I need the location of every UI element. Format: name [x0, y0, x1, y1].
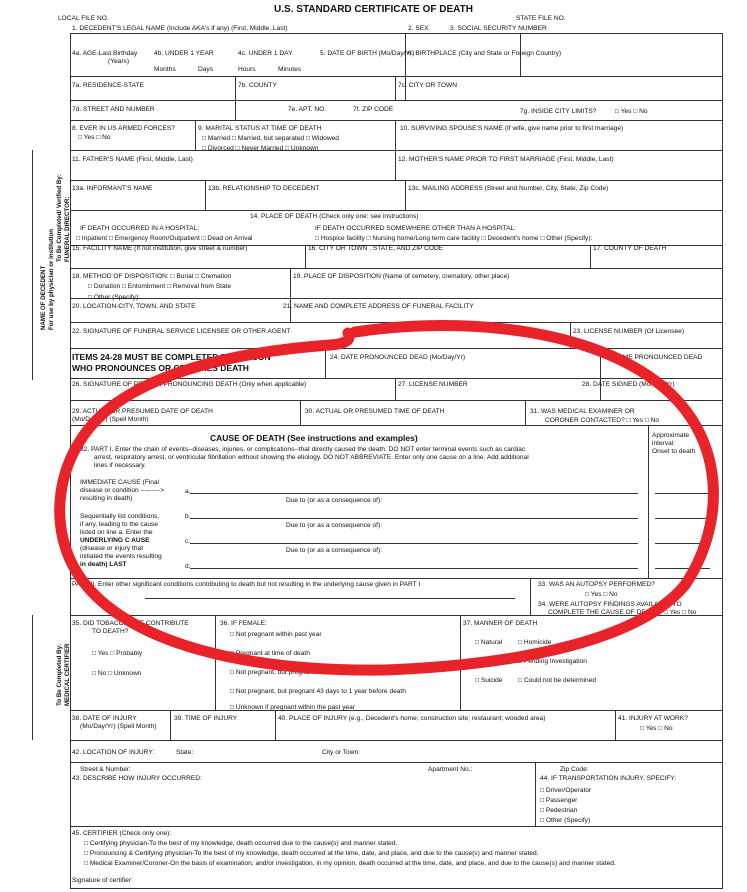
line-b-label[interactable]: b.: [185, 513, 191, 520]
label-underlying-cause: UNDERLYING C AUSE: [80, 537, 150, 544]
side-label-funeral-sub: FUNERAL DIRECTOR:: [64, 196, 71, 262]
checkbox-autopsy[interactable]: □ Yes □ No: [585, 591, 618, 598]
label-other-than-hospital: IF DEATH OCCURRED SOMEWHERE OTHER THAN A HOSPITAL:: [315, 225, 517, 232]
checkbox-pregnant-42-days[interactable]: □ Not pregnant, but pregnant within 42 days of death: [230, 669, 384, 676]
field-33-autopsy: 33. WAS AN AUTOPSY PERFORMED?: [538, 581, 655, 588]
field-36-if-female: 36. IF FEMALE:: [220, 620, 267, 627]
checkbox-accident[interactable]: □ Accident: [475, 658, 506, 665]
checkbox-not-pregnant[interactable]: □ Not pregnant within past year: [230, 631, 322, 638]
field-42-state[interactable]: State:: [176, 749, 194, 756]
part1-instruction-1: 32. PART I. Enter the chain of events--diseases, injuries, or complications--that directly caused the death. DO NOT enter terminal events such as cardiac: [80, 446, 526, 453]
field-31-medical-examiner: 31. WAS MEDICAL EXAMINER OR: [530, 408, 635, 415]
field-29-date-of-death[interactable]: 29. ACTUAL OR PRESUMED DATE OF DEATH: [72, 408, 213, 415]
field-8-armed-forces: 8. EVER IN US ARMED FORCES?: [72, 125, 175, 132]
field-street-number[interactable]: Street & Number:: [80, 766, 131, 773]
checkbox-certifying-physician[interactable]: □ Certifying physician-To the best of my knowledge, death occurred due to the cause(s) and manner stated.: [84, 840, 398, 847]
field-3-ssn[interactable]: 3. SOCIAL SECURITY NUMBER: [450, 25, 547, 32]
field-42-city[interactable]: City or Town:: [322, 749, 360, 756]
checkbox-other-transport[interactable]: □ Other (Specify): [540, 817, 591, 824]
due-to-3: Due to (or as a consequence of):: [286, 547, 383, 554]
items-24-28-heading-2: WHO PRONOUNCES OR CERTIFIES DEATH: [72, 363, 249, 373]
line-d-label[interactable]: d.: [185, 563, 191, 570]
checkbox-other-options[interactable]: □ Hospice facility □ Nursing home/Long term care facility □ Decedent's home □ Other (Specify):: [315, 235, 593, 242]
field-24-date-pronounced[interactable]: 24. DATE PRONOUNCED DEAD (Mo/Day/Yr): [330, 354, 466, 361]
label-interval: interval:: [652, 440, 676, 447]
checkbox-pregnant-at-death[interactable]: □ Pregnant at time of death: [230, 650, 310, 657]
field-35-tobacco: 35. DID TOBACCO USE CONTRIBUTE: [72, 620, 189, 627]
field-44-transportation: 44. IF TRANSPORTATION INJURY, SPECIFY:: [540, 775, 677, 782]
field-zip[interactable]: Zip Code:: [560, 766, 589, 773]
checkbox-disposition-2[interactable]: □ Donation □ Entombment □ Removal from State: [88, 283, 232, 290]
field-1-legal-name[interactable]: 1. DECEDENT'S LEGAL NAME (Include AKA's if any) (First, Middle, Last): [72, 25, 288, 32]
due-to-1: Due to (or as a consequence of):: [286, 497, 383, 504]
label-immediate-cause: IMMEDIATE CAUSE (Final: [80, 479, 160, 486]
field-26-signature-pronouncing[interactable]: 26. SIGNATURE OF PERSON PRONOUNCING DEATH (Only when applicable): [72, 381, 307, 388]
field-27-license[interactable]: 27. LICENSE NUMBER: [398, 381, 468, 388]
side-label-decedent-sub: For use by physician or institution: [48, 228, 55, 330]
label-sequential-1: Sequentially list conditions,: [80, 513, 160, 520]
field-10-spouse[interactable]: 10. SURVIVING SPOUSE'S NAME (If wife, give name prior to first marriage): [400, 125, 624, 132]
field-12-mother[interactable]: 12. MOTHER'S NAME PRIOR TO FIRST MARRIAGE (First, Middle, Last): [398, 156, 614, 163]
field-13b-relationship[interactable]: 13b. RELATIONSHIP TO DECEDENT: [208, 185, 320, 192]
checkbox-medical-examiner[interactable]: □ Medical Examiner/Coroner-On the basis of examination, and/or investigation, in my opinion, death occurred at the time, date, and place, and due to the cause(s) and manner stated.: [84, 860, 616, 867]
field-2-sex[interactable]: 2. SEX: [408, 25, 429, 32]
label-sequential-6: initiated the events resulting: [80, 553, 162, 560]
label-onset-to-death: Onset to death: [652, 448, 696, 455]
field-7b-county[interactable]: 7b. COUNTY: [238, 82, 277, 89]
part1-instruction-2: arrest, respiratory arrest, or ventricular fibrillation without showing the etiology. DO NOT ABBREVIATE. Enter only one cause on a line. Add additional: [94, 454, 529, 461]
field-20-location[interactable]: 20. LOCATION-CITY, TOWN, AND STATE: [72, 303, 196, 310]
checkbox-pedestrian[interactable]: □ Pedestrian: [540, 807, 578, 814]
field-7f-zip[interactable]: 7f. ZIP CODE: [353, 106, 394, 113]
checkbox-undetermined[interactable]: □ Could not be determined: [518, 677, 597, 684]
field-22-signature[interactable]: 22. SIGNATURE OF FUNERAL SERVICE LICENSEE OR OTHER AGENT: [72, 328, 291, 335]
checkbox-autopsy-findings[interactable]: COMPLETE THE CAUSE OF DEATH? □ Yes □ No: [548, 609, 697, 616]
field-42-location-of-injury: 42. LOCATION OF INJURY:: [72, 749, 155, 756]
label-29-format: (Mo/Day/Yr) (Spell Month): [72, 416, 149, 423]
field-40-place-of-injury[interactable]: 40. PLACE OF INJURY (e.g., Decedent's home; construction site; restaurant; wooded area): [278, 715, 546, 722]
side-label-certifier: To Be Completed By:: [56, 643, 63, 706]
part1-instruction-3: lines if necessary.: [94, 462, 146, 469]
field-7g-inside-city: 7g. INSIDE CITY LIMITS?: [520, 108, 597, 115]
due-to-2: Due to (or as a consequence of):: [286, 522, 383, 529]
field-9-marital-status: 9. MARITAL STATUS AT TIME OF DEATH: [198, 125, 322, 132]
checkbox-pregnant-unknown[interactable]: □ Unknown if pregnant within the past year: [230, 704, 355, 711]
field-34-autopsy-findings: 34. WERE AUTOPSY FINDINGS AVAILABLE TO: [538, 601, 682, 608]
label-hours: Hours: [238, 66, 256, 73]
part2-instruction[interactable]: PART II. Enter other significant conditions contributing to death but not resulting in the underlying cause given in PART I: [72, 581, 421, 588]
field-4a-years: (Years): [108, 58, 130, 65]
field-4b-under-1-year[interactable]: 4b. UNDER 1 YEAR: [154, 50, 214, 57]
label-months: Months: [154, 66, 176, 73]
field-41-injury-at-work: 41. INJURY AT WORK?: [618, 715, 688, 722]
line-a-label[interactable]: a.: [185, 488, 191, 495]
label-sequential-7: in death) LAST: [80, 561, 127, 568]
label-35-to-death: TO DEATH?: [92, 628, 129, 635]
field-13a-informant[interactable]: 13a. INFORMANT'S NAME: [72, 185, 153, 192]
field-43-how-injury[interactable]: 43. DESCRIBE HOW INJURY OCCURRED:: [72, 775, 202, 782]
field-28-date-signed[interactable]: 28. DATE SIGNED (Mo/Day/Yr): [582, 381, 675, 388]
label-days: Days: [198, 66, 214, 73]
label-hospital: IF DEATH OCCURRED IN A HOSPITAL:: [80, 225, 200, 232]
checkbox-driver[interactable]: □ Driver/Operator: [540, 787, 592, 794]
field-7e-apt[interactable]: 7e. APT. NO.: [288, 106, 327, 113]
field-39-time-of-injury[interactable]: 39. TIME OF INJURY: [174, 715, 238, 722]
items-24-28-heading: ITEMS 24-28 MUST BE COMPLETED BY PERSON: [72, 352, 271, 362]
field-14-place-of-death: 14. PLACE OF DEATH (Check only one: see instructions): [250, 213, 419, 220]
field-21-funeral-facility[interactable]: 21. NAME AND COMPLETE ADDRESS OF FUNERAL FACILITY: [283, 303, 474, 310]
field-signature-certifier[interactable]: Signature of certifier:: [72, 877, 133, 884]
field-apartment[interactable]: Apartment No.:: [428, 766, 473, 773]
checkbox-disposition-other[interactable]: □ Other (Specify):: [88, 294, 140, 301]
field-15-facility[interactable]: 15. FACILITY NAME (If not institution, give street & number): [72, 245, 248, 252]
label-sequential-5: (disease or injury that: [80, 545, 144, 552]
field-30-time-of-death[interactable]: 30. ACTUAL OR PRESUMED TIME OF DEATH: [305, 408, 445, 415]
label-minutes: Minutes: [278, 66, 302, 73]
checkbox-marital-1[interactable]: □ Married □ Married, but separated □ Widowed: [202, 135, 339, 142]
label-immediate-cause-3: resulting in death): [80, 495, 133, 502]
label-sequential-3: listed on line a. Enter the: [80, 529, 153, 536]
checkbox-natural[interactable]: □ Natural: [475, 639, 503, 646]
field-7d-street[interactable]: 7d. STREET AND NUMBER: [72, 106, 155, 113]
checkbox-pregnant-43-days[interactable]: □ Not pregnant, but pregnant 43 days to 1 year before death: [230, 688, 406, 695]
checkbox-coroner-contacted[interactable]: CORONER CONTACTED? □ Yes □ No: [545, 417, 660, 424]
checkbox-passenger[interactable]: □ Passenger: [540, 797, 578, 804]
field-4a-age[interactable]: 4a. AGE-Last Birthday: [72, 50, 138, 57]
checkbox-hospital-options[interactable]: □ Inpatient □ Emergency Room/Outpatient □ Dead on Arrival: [76, 235, 253, 242]
checkbox-homicide[interactable]: □ Homicide: [518, 639, 552, 646]
field-7a-state[interactable]: 7a. RESIDENCE-STATE: [72, 82, 144, 89]
field-4c-under-1-day[interactable]: 4c. UNDER 1 DAY: [238, 50, 293, 57]
form-title: U.S. STANDARD CERTIFICATE OF DEATH: [274, 4, 473, 15]
field-25-time-pronounced[interactable]: 25. TIME PRONOUNCED DEAD: [606, 354, 703, 361]
field-7c-city[interactable]: 7c. CITY OR TOWN: [398, 82, 457, 89]
checkbox-inside-city[interactable]: □ Yes □ No: [615, 108, 648, 115]
field-5-dob[interactable]: 5. DATE OF BIRTH (Mo/Day/Yr): [320, 50, 415, 57]
line-c-label[interactable]: c.: [185, 538, 191, 545]
field-6-birthplace[interactable]: 6. BIRTHPLACE (City and State or Foreign Country): [408, 50, 562, 57]
field-19-place-of-disposition[interactable]: 19. PLACE OF DISPOSITION (Name of cemetery, crematory, other place): [293, 273, 510, 280]
checkbox-suicide[interactable]: □ Suicide: [475, 677, 503, 684]
checkbox-tobacco-yes[interactable]: □ Yes □ Probably: [92, 650, 143, 657]
side-label-funeral: To Be Completed/ Verified By:: [56, 174, 63, 262]
local-file-no: LOCAL FILE NO.: [58, 15, 109, 22]
field-11-father[interactable]: 11. FATHER'S NAME (First, Middle, Last): [72, 156, 193, 163]
side-label-certifier-sub: MEDICAL CERTIFIER: [64, 643, 71, 706]
label-immediate-cause-2: disease or condition --------->: [80, 487, 165, 494]
side-label-decedent: NAME OF DECEDENT: [40, 265, 47, 330]
field-13c-mailing[interactable]: 13c. MAILING ADDRESS (Street and Number, City, State, Zip Code): [408, 185, 609, 192]
checkbox-injury-at-work[interactable]: □ Yes □ No: [640, 725, 673, 732]
checkbox-pending[interactable]: □ Pending Investigation: [518, 658, 587, 665]
cause-of-death-heading: CAUSE OF DEATH (See instructions and examples): [210, 433, 418, 443]
state-file-no: STATE FILE NO.: [516, 15, 566, 22]
field-17-county[interactable]: 17. COUNTY OF DEATH: [593, 245, 667, 252]
field-37-manner: 37. MANNER OF DEATH: [463, 620, 538, 627]
field-38-date-of-injury[interactable]: 38. DATE OF INJURY: [72, 715, 137, 722]
field-18-disposition[interactable]: 18. METHOD OF DISPOSITION: □ Burial □ Cremation: [72, 273, 232, 280]
label-sequential-2: if any, leading to the cause: [80, 521, 158, 528]
checkbox-marital-2[interactable]: □ Divorced □ Never Married □ Unknown: [202, 145, 319, 152]
label-38-format: (Mo/Day/Yr) (Spell Month): [80, 723, 157, 730]
field-23-license[interactable]: 23. LICENSE NUMBER (Of Licensee): [573, 328, 685, 335]
label-approximate: Approximate: [652, 432, 690, 439]
checkbox-tobacco-no[interactable]: □ No □ Unknown: [92, 670, 142, 677]
field-45-certifier: 45. CERTIFIER (Check only one):: [72, 830, 172, 837]
checkbox-armed-forces[interactable]: □ Yes □ No: [78, 134, 111, 141]
field-16-city-state-zip[interactable]: 16. CITY OR TOWN , STATE, AND ZIP CODE: [308, 245, 444, 252]
checkbox-pronouncing-physician[interactable]: □ Pronouncing & Certifying physician-To the best of my knowledge, death occurred at the time, date, and place, and due to the cause(s) and manner stated.: [84, 850, 539, 857]
